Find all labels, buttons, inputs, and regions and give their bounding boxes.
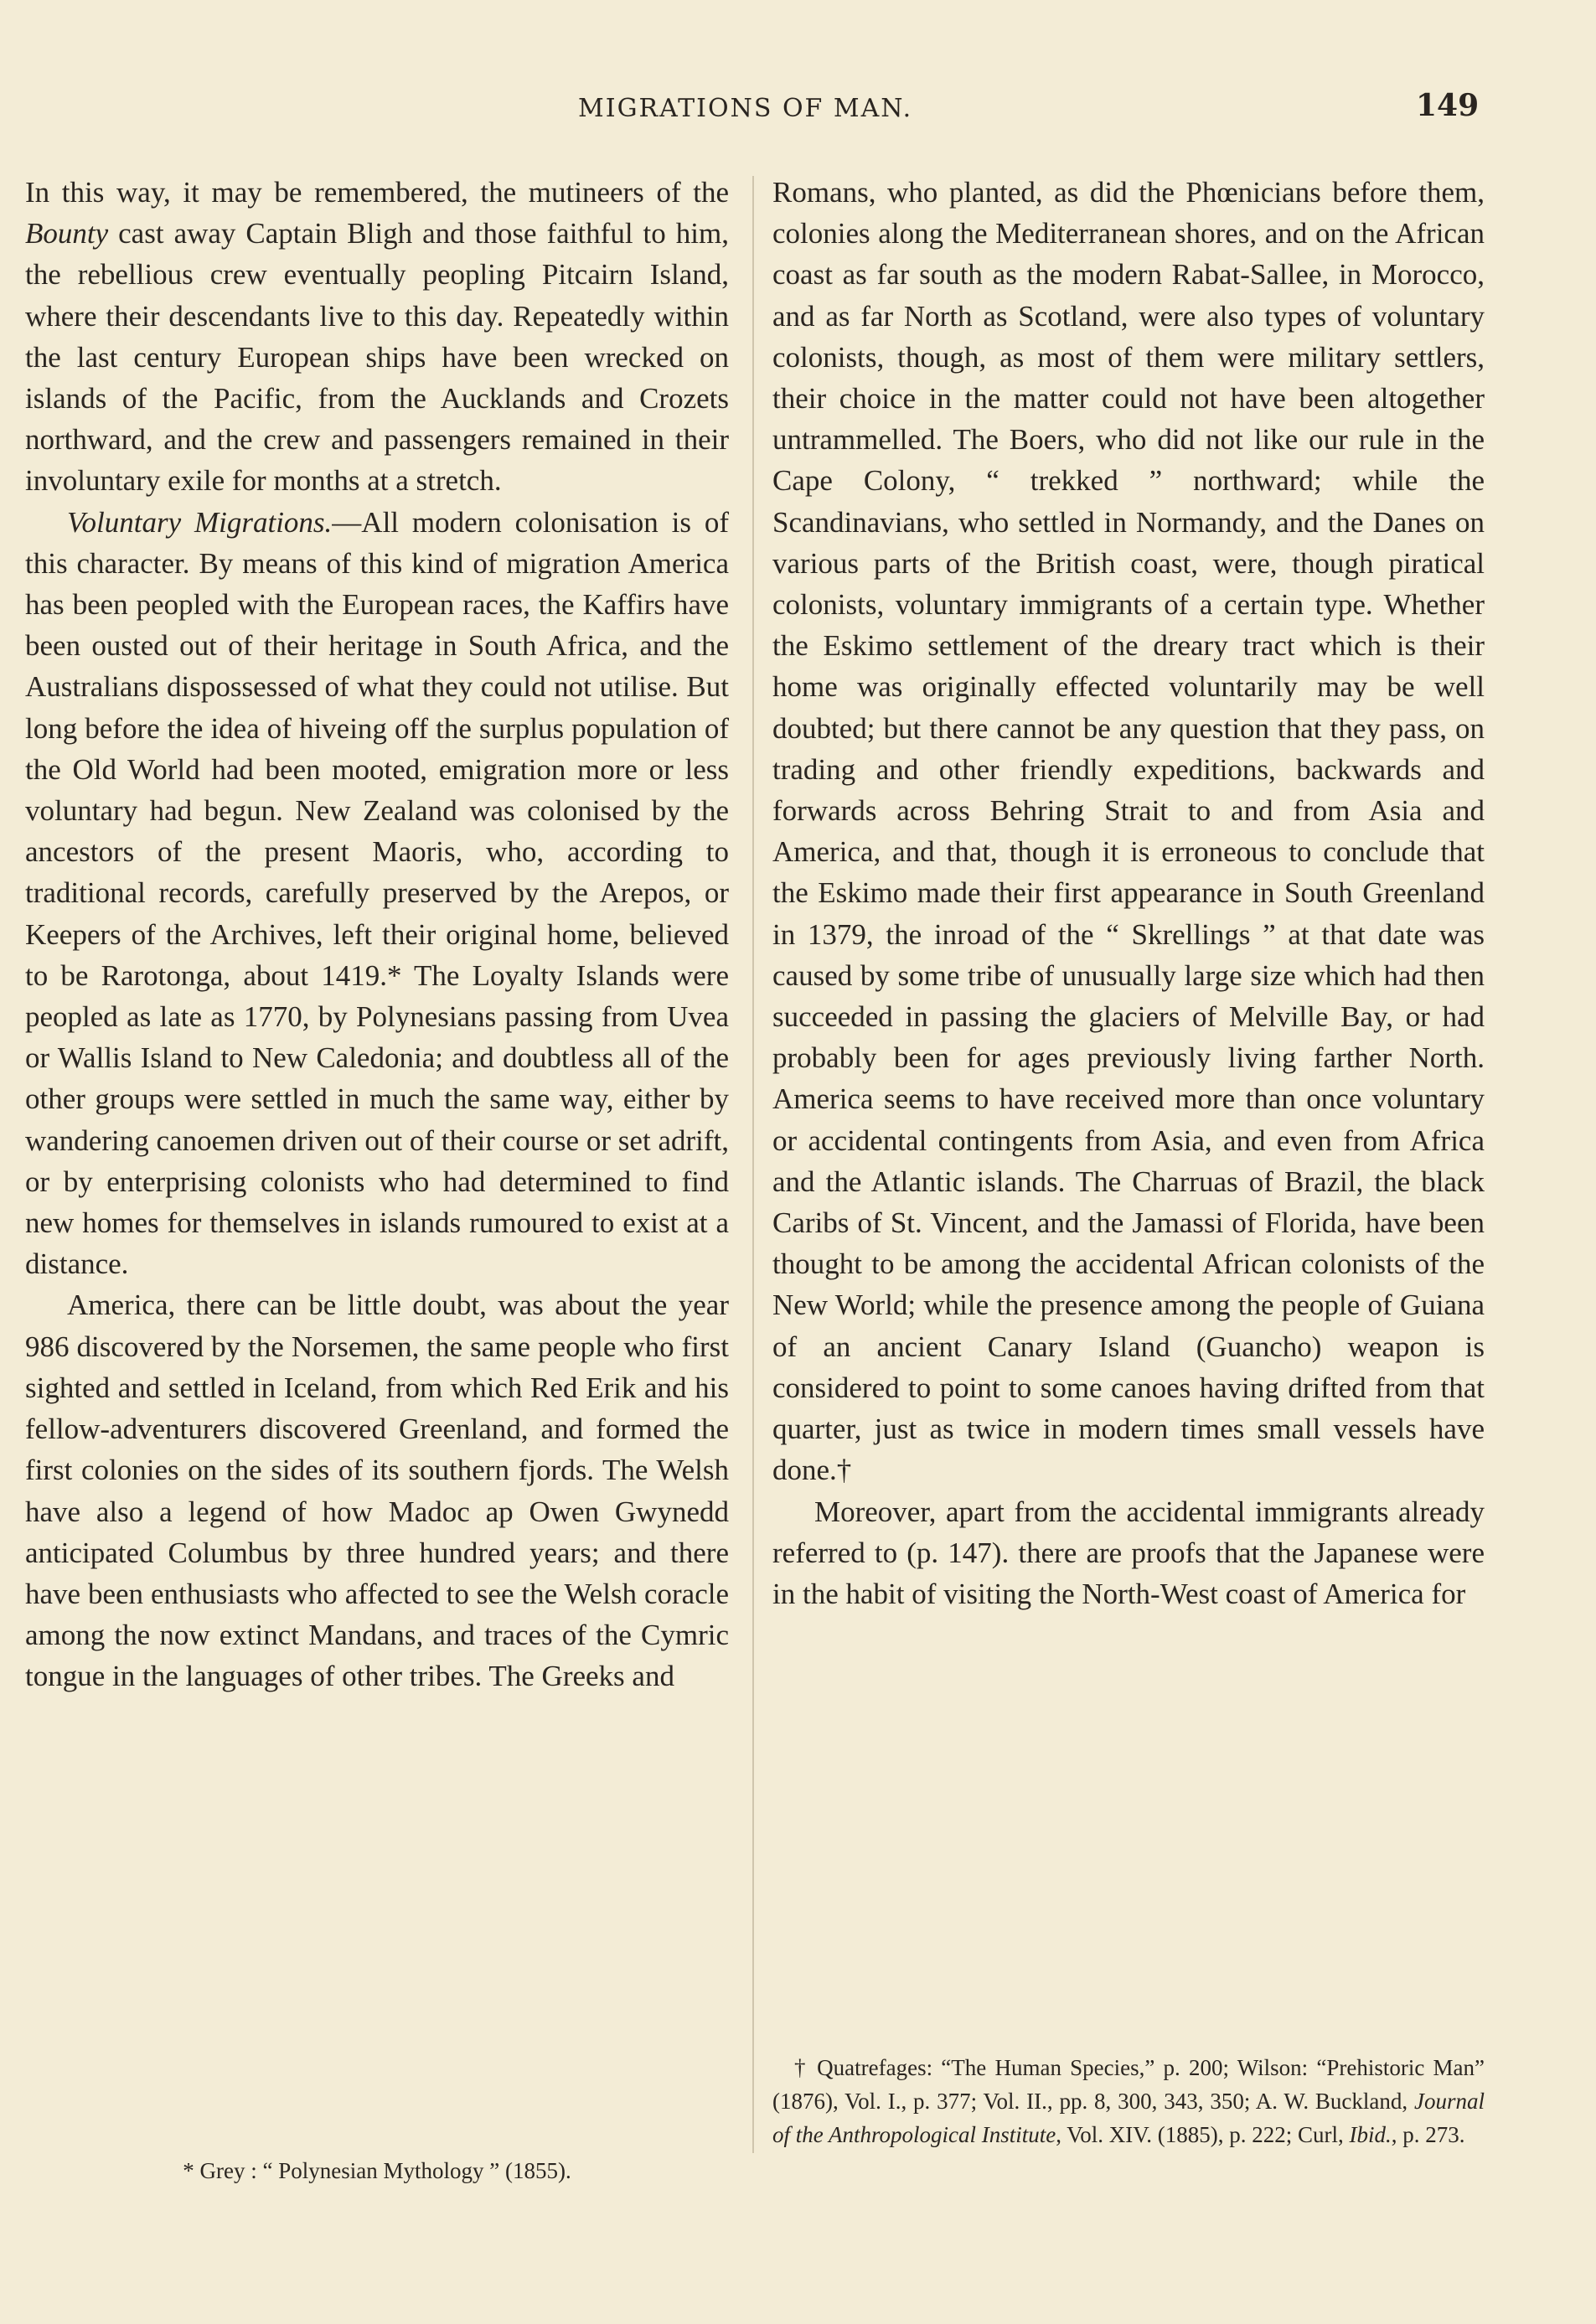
paragraph: [25, 502, 729, 1285]
running-title: MIGRATIONS OF MAN.: [578, 94, 913, 123]
footnote-quatrefages: [772, 2051, 1485, 2151]
text-run: In this way, it may be remembered, the mutineers of the: [25, 176, 729, 209]
column-divider: [752, 176, 754, 2153]
text-run: , Vol. XIV. (1885), p. 222; Curl,: [1056, 2122, 1350, 2147]
paragraph: Moreover, apart from the accidental immigrants already referred to (p. 147). there are proofs that the Japanese were in the habit of visiting the North-West coast of America for: [772, 1495, 1485, 1610]
text-run: —All modern colonisation is of this character. By means of this kind of migration America has been peopled with the European races, the Kaffirs have been ousted out of their heritage in South Africa, and the Australians dispossessed of what they could not utilise. But long before the idea of hiveing off the surplus population of the Old World had been mooted, emigration more or less voluntary had begun. New Zealand was colonised by the ancestors of the present Maoris, who, according to traditional records, carefully preserved by the Arepos, or Keepers of the Archives, left their original home, believed to be Rarotonga, about 1419.* The Loyalty Islands were peopled as late as 1770, by Polynesians passing from Uvea or Wallis Island to New Caledonia; and doubtless all of the other groups were settled in much the same way, either by wandering canoemen driven out of their course or set adrift, or by enterprising colonists who had determined to find new homes for themselves in islands rumoured to exist at a distance.: [25, 505, 729, 1281]
paragraph: Romans, who planted, as did the Phœnicians before them, colonies along the Mediterranean shores, and on the African coast as far south as the modern Rabat-Sallee, in Morocco, and as far North as Scotland, were also types of voluntary colonists, though, as most of them were military settlers, their choice in the matter could not have been altogether untrammelled. The Boers, who did not like our rule in the Cape Colony, “ trekked ” northward; while the Scandinavians, who settled in Normandy, and the Danes on various parts of the British coast, were, though piratical colonists, voluntary immigrants of a certain type. Whether the Eskimo settlement of the dreary tract which is their home was originally effected voluntarily may be well doubted; but there cannot be any question that they pass, on trading and other friendly expeditions, backwards and forwards across Behring Strait to and from Asia and America, and that, though it is erroneous to conclude that the Eskimo made their first appearance in South Greenland in 1379, the inroad of the “ Skrellings ” at that date was caused by some tribe of unusually large size which had then succeeded in passing the glaciers of Melville Bay, or had probably been for ages previously living farther North. America seems to have received more than once voluntary or accidental contingents from Asia, and even from Africa and the Atlantic islands. The Charruas of Brazil, the black Caribs of St. Vincent, and the Jamassi of Florida, have been thought to be among the accidental African colonists of the New World; while the presence among the people of Guiana of an ancient Canary Island (Guancho) weapon is considered to point to some canoes having drifted from that quarter, just as twice in modern times small vessels have done.†: [772, 176, 1485, 1487]
section-heading: Voluntary Migrations.: [67, 505, 333, 539]
journal-title: Journal of the Anthropological Institute: [772, 2089, 1485, 2147]
ship-name: Bounty: [25, 217, 109, 250]
left-column: [25, 172, 729, 1697]
ibid: Ibid.: [1349, 2122, 1392, 2147]
footnote-grey: * Grey : “ Polynesian Mythology ” (1855).: [183, 2158, 571, 2183]
text-run: cast away Captain Bligh and those faithful to him, the rebellious crew eventually peopling Pitcairn Island, where their descendants live to this day. Repeatedly within the last century European ships have been wrecked on islands of the Pacific, from the Aucklands and Crozets northward, and the crew and passengers remained in their involuntary exile for months at a stretch.: [25, 217, 729, 498]
text-run: , p. 273.: [1391, 2122, 1465, 2147]
right-column: [772, 172, 1485, 1614]
paragraph: America, there can be little doubt, was about the year 986 discovered by the Norsemen, the same people who first sighted and settled in Iceland, from which Red Erik and his fellow-adventurers discovered Greenland, and formed the first colonies on the sides of its southern fjords. The Welsh have also a legend of how Madoc ap Owen Gwynedd anticipated Columbus by three hundred years; and there have been enthusiasts who affected to see the Welsh coracle among the now extinct Mandans, and traces of the Cymric tongue in the languages of other tribes. The Greeks and: [25, 1289, 729, 1693]
page-number: 149: [1416, 88, 1480, 123]
text-run: † Quatrefages: “The Human Species,” p. 200; Wilson: “Prehistoric Man” (1876), Vol. I., p. 377; Vol. II., pp. 8, 300, 343, 350; A. W. Buckland,: [772, 2055, 1485, 2114]
paragraph: [25, 172, 729, 502]
